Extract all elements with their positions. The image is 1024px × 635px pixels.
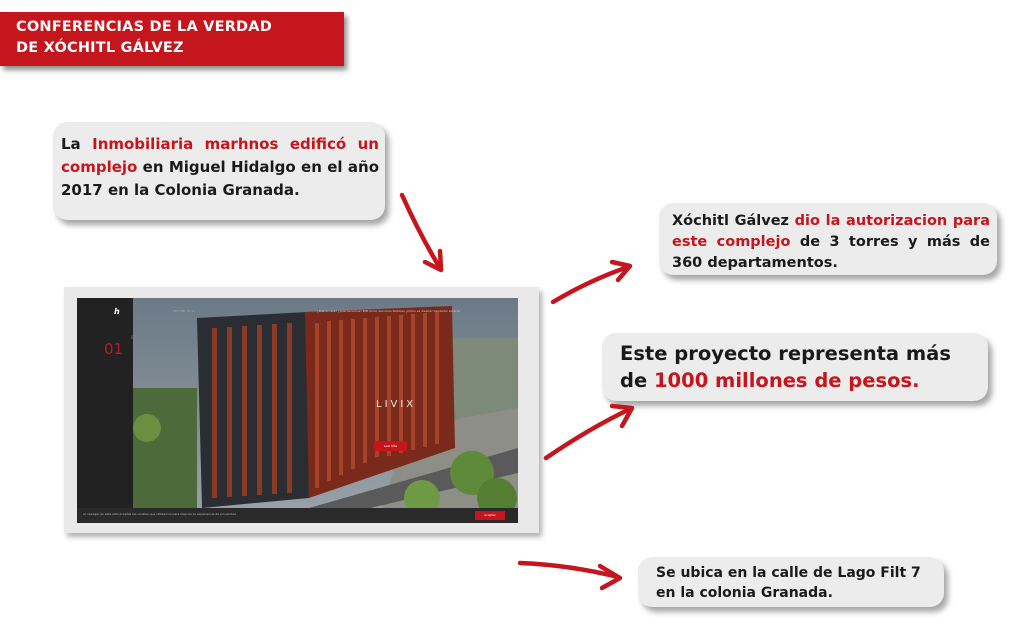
cookie-text: Al navegar en este sitio aceptas las cookies que utilizamos para mejorar tu experiencia de privacidad — [83, 512, 236, 516]
building-photo — [77, 298, 518, 523]
arrow-icon — [520, 563, 620, 588]
callout-value-text — [620, 340, 980, 394]
text-run: en Miguel Hidalgo en el año 2017 en la Colonia Granada. — [61, 158, 379, 199]
website-screenshot — [77, 298, 518, 523]
highlight-text: 1000 millones de pesos. — [653, 369, 920, 392]
read-more-button[interactable]: Leer Más — [374, 441, 407, 451]
callout-developer-text — [61, 133, 379, 202]
site-logo[interactable]: ℎ — [114, 307, 120, 316]
cookie-bar — [77, 508, 518, 523]
site-nav[interactable]: ¿Busca casa? ¿Qué hacemos? BIM Socio Servicios Noticias ¿Cómo se diseña? Vendedor exterior — [317, 309, 461, 313]
callout-location — [638, 557, 944, 607]
text-run: Xóchitl Gálvez — [672, 213, 795, 229]
accept-cookies-button[interactable]: Aceptar — [475, 511, 505, 520]
highlight-text: dio la autorizacion para este complejo — [672, 213, 990, 250]
callout-authorization — [659, 203, 997, 275]
callout-authorization-text — [672, 211, 990, 274]
header-banner — [0, 12, 344, 66]
project-name: LIVIX — [376, 399, 417, 410]
slide-total: 03 — [131, 335, 137, 340]
highlight-text: Inmobiliaria marhnos edificó un complejo — [61, 135, 379, 176]
slide-number: 01 — [104, 340, 124, 358]
callout-location-text: Se ubica en la calle de Lago Filt 7 en la colonia Granada. — [656, 565, 921, 601]
text-run: de 3 torres y más de 360 departamentos. — [672, 234, 990, 271]
site-sidebar — [77, 298, 133, 508]
arrow-icon — [546, 406, 632, 458]
callout-developer — [53, 122, 385, 220]
header-title-line-2: DE XÓCHITL GÁLVEZ — [16, 40, 184, 56]
callout-value — [602, 333, 988, 401]
text-run: La — [61, 135, 93, 153]
arrow-icon — [402, 195, 441, 270]
text-run: Este proyecto representa más de — [620, 342, 951, 392]
header-title-line-1: CONFERENCIAS DE LA VERDAD — [16, 19, 272, 35]
site-phone[interactable]: 555 000 79 11 — [173, 309, 195, 313]
arrow-icon — [553, 262, 630, 302]
website-screenshot-frame — [64, 287, 539, 533]
